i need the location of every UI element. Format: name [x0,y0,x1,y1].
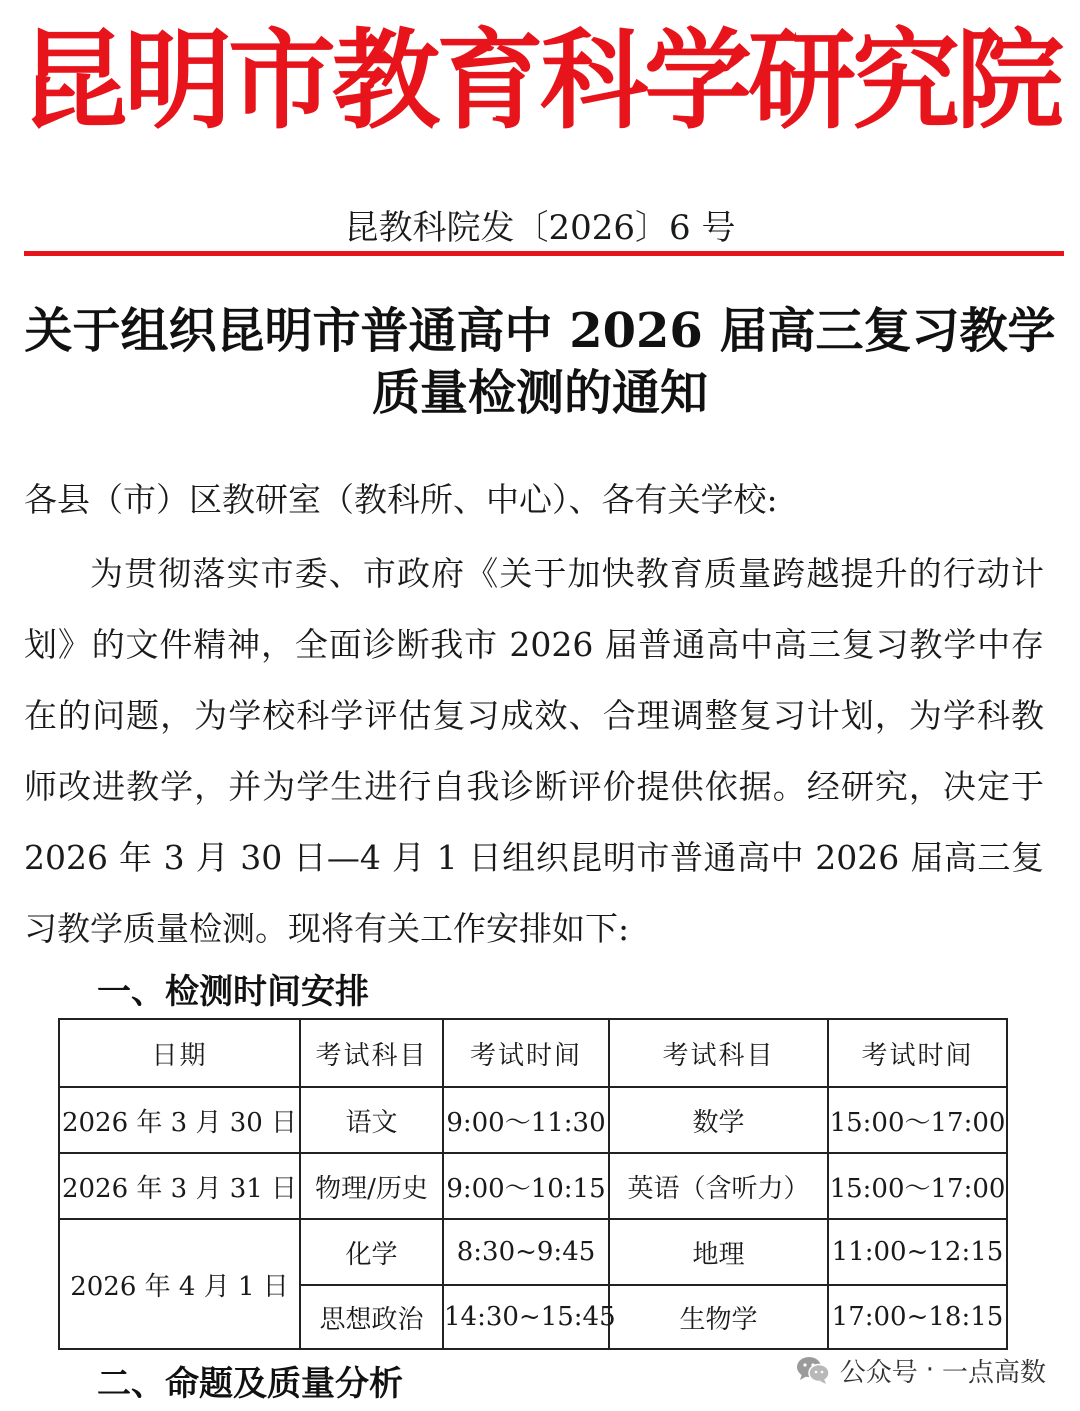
row-date: 2026 年 4 月 1 日 [59,1219,300,1349]
watermark-separator: · [925,1355,934,1385]
row-time-1: 9:00～11:30 [443,1087,609,1153]
row-time-2: 15:00～17:00 [828,1153,1007,1219]
header-subject-2: 考试科目 [609,1019,828,1087]
row-subject-2: 地理 [609,1219,828,1285]
document-number: 昆教科院发〔2026〕6 号 [344,208,736,248]
table-row [59,1219,1007,1285]
section-heading-proposition: 二、命题及质量分析 [97,1364,403,1404]
row-subject-1: 思想政治 [300,1285,443,1349]
row-time-2: 17:00~18:15 [828,1285,1007,1349]
table-row [59,1087,1007,1153]
addressee-line: 各县（市）区教研室（教科所、中心）、各有关学校: [24,480,778,519]
row-subject-2: 数学 [609,1087,828,1153]
row-time-1: 14:30~15:45 [443,1285,609,1349]
header-subject-1: 考试科目 [300,1019,443,1087]
row-date: 2026 年 3 月 31 日 [59,1153,300,1219]
row-subject-1: 化学 [300,1219,443,1285]
row-subject-1: 语文 [300,1087,443,1153]
row-date: 2026 年 3 月 30 日 [59,1087,300,1153]
wechat-watermark [796,1348,1046,1392]
table-header-row [59,1019,1007,1087]
row-subject-2: 英语（含听力） [609,1153,828,1219]
row-time-2: 15:00～17:00 [828,1087,1007,1153]
row-time-1: 8:30~9:45 [443,1219,609,1285]
header-time-2: 考试时间 [828,1019,1007,1087]
org-title: 昆明市教育科学研究院 [19,19,1060,144]
red-divider [24,251,1064,256]
watermark-label: 公众号 [839,1357,918,1388]
exam-schedule-table [58,1018,1008,1350]
row-subject-2: 生物学 [609,1285,828,1349]
row-time-1: 9:00～10:15 [443,1153,609,1219]
section-heading-schedule: 一、检测时间安排 [97,972,369,1012]
watermark-account: 一点高数 [941,1357,1046,1388]
wechat-icon [796,1355,830,1385]
row-time-2: 11:00~12:15 [828,1219,1007,1285]
row-subject-1: 物理/历史 [300,1153,443,1219]
header-date: 日期 [59,1019,300,1087]
header-time-1: 考试时间 [443,1019,609,1087]
body-paragraph: 为贯彻落实市委、市政府《关于加快教育质量跨越提升的行动计划》的文件精神，全面诊断我市 2026 届普通高中高三复习教学中存在的问题，为学校科学评估复习成效、合理调整复习计划，为学科教师改进教学，并为学生进行自我诊断评价提供依据。经研究，决定于 2026 年 3 月 30 日—4 月 1 日组织昆明市普通高中 2026 届高三复习教学质量检测。现将有关工作安排如下: [24,554,1044,948]
table-row [59,1153,1007,1219]
notice-title: 关于组织昆明市普通高中 2026 届高三复习教学质量检测的通知 [24,303,1056,421]
